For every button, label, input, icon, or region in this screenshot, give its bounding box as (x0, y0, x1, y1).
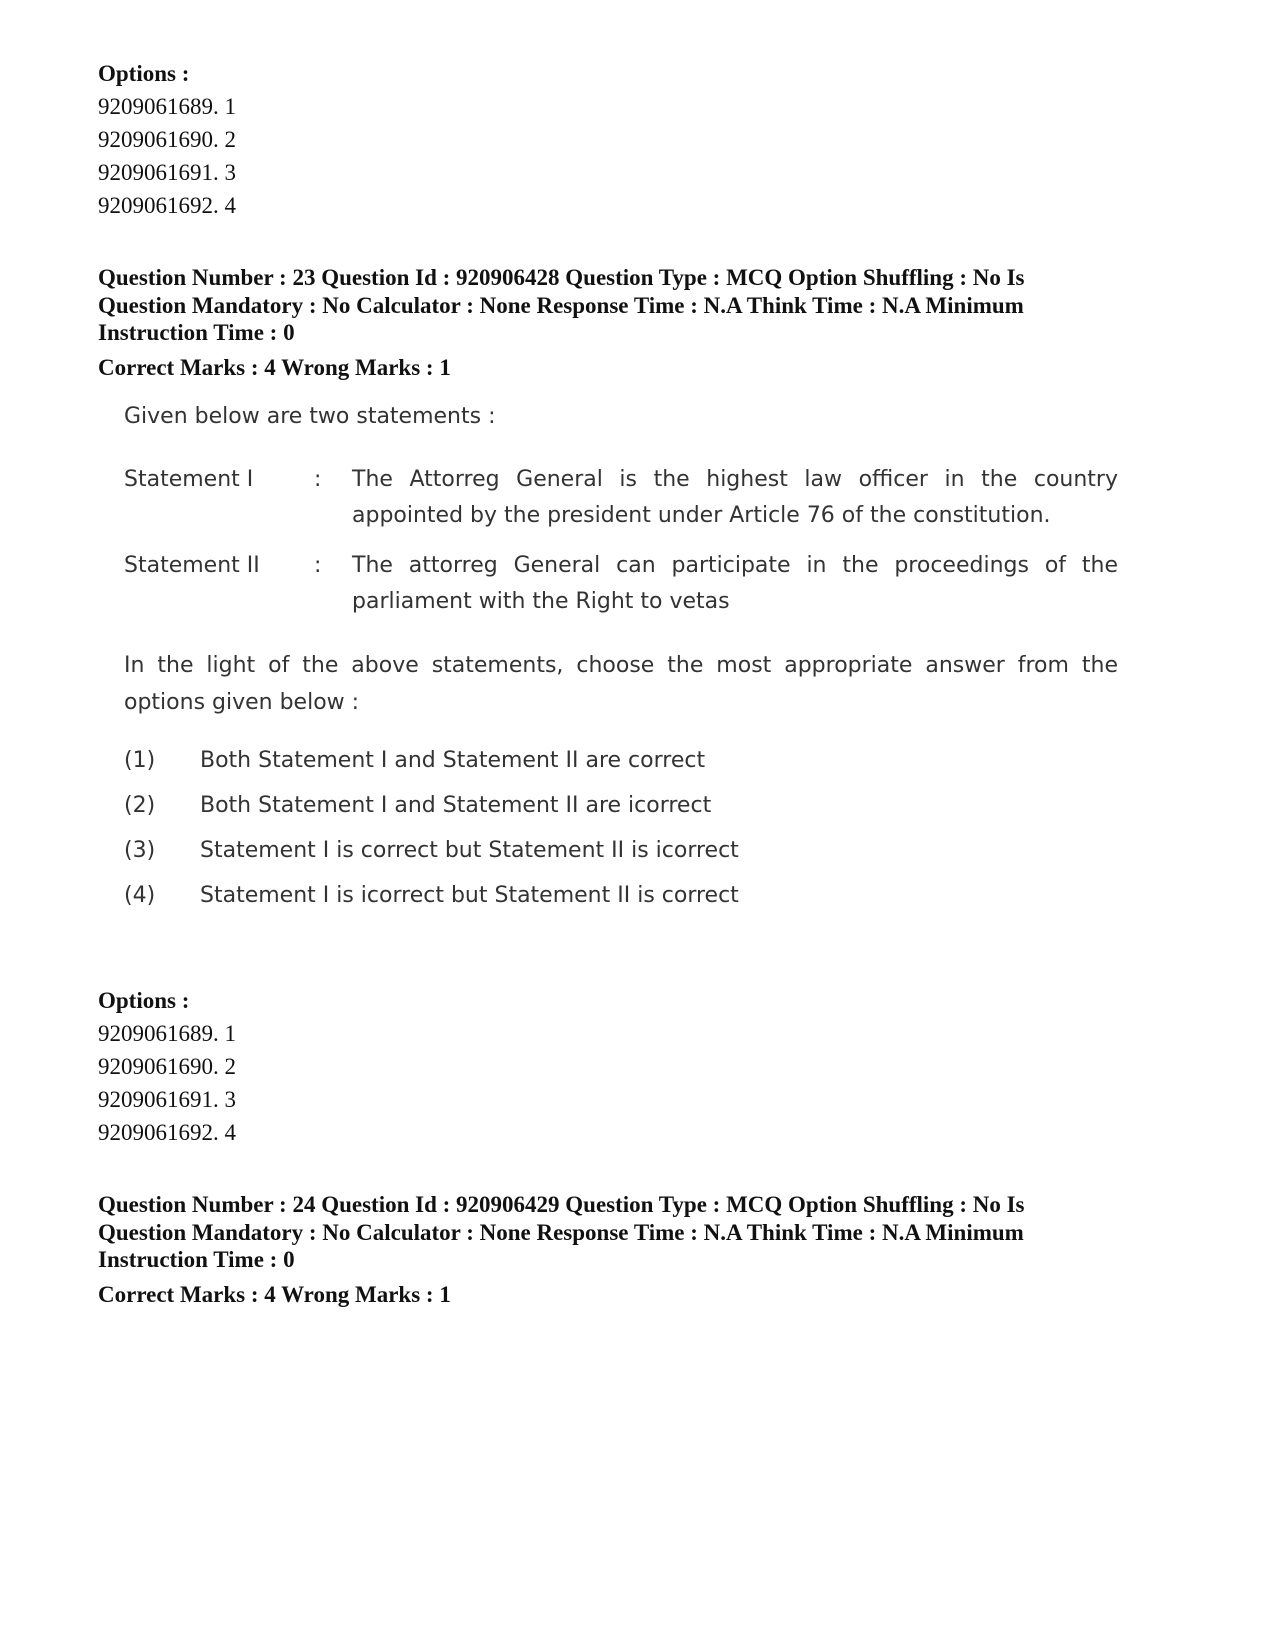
statement-1-label: Statement I (124, 467, 254, 492)
statement-2-text: The attorreg General can participate in the proceedings of the parliament with the Right to vetas (352, 553, 1118, 614)
choice-number: (4) (124, 883, 156, 908)
options-label: Options : (98, 61, 190, 86)
question-instruction: In the light of the above statements, choose the most appropriate answer from the options given below : (124, 653, 1118, 715)
statement-1 (124, 462, 1118, 542)
question-intro: Given below are two statements : (124, 404, 496, 429)
choice-text: Statement I is correct but Statement II is icorrect (200, 838, 739, 863)
question-marks: Correct Marks : 4 Wrong Marks : 1 (98, 354, 451, 380)
statement-2-colon: : (314, 553, 322, 578)
choice-number: (1) (124, 748, 156, 773)
choice-text: Both Statement I and Statement II are icorrect (200, 793, 712, 818)
question-24-header (98, 1191, 1108, 1310)
statement-1-text: The Attorreg General is the highest law officer in the country appointed by the president under Article 76 of the constitution. (352, 467, 1118, 528)
top-options-block (98, 57, 1108, 222)
option-line: 9209061689. 1 (98, 94, 236, 119)
choice-number: (2) (124, 793, 156, 818)
option-line: 9209061689. 1 (98, 1021, 236, 1046)
option-line: 9209061692. 4 (98, 1120, 236, 1145)
statement-2-label: Statement II (124, 553, 260, 578)
option-line: 9209061690. 2 (98, 127, 236, 152)
question-23-header (98, 264, 1108, 383)
question-meta: Question Number : 24 Question Id : 920906429 Question Type : MCQ Option Shuffling : No Is Question Mandatory : No Calculator : None Response Time : N.A Think Time : N.A Minimum Instruction Time : 0 (98, 1192, 1025, 1272)
option-line: 9209061691. 3 (98, 1087, 236, 1112)
question-marks: Correct Marks : 4 Wrong Marks : 1 (98, 1281, 451, 1307)
choice-number: (3) (124, 838, 156, 863)
option-line: 9209061691. 3 (98, 160, 236, 185)
option-line: 9209061692. 4 (98, 193, 236, 218)
question-23-body (124, 402, 1118, 942)
choice-text: Statement I is icorrect but Statement II is correct (200, 883, 739, 908)
statement-2 (124, 548, 1118, 628)
choice-text: Both Statement I and Statement II are correct (200, 748, 706, 773)
question-meta: Question Number : 23 Question Id : 920906428 Question Type : MCQ Option Shuffling : No Is Question Mandatory : No Calculator : None Response Time : N.A Think Time : N.A Minimum Instruction Time : 0 (98, 265, 1025, 345)
question-23-options (98, 984, 1108, 1149)
statement-1-colon: : (314, 467, 322, 492)
options-label: Options : (98, 988, 190, 1013)
option-line: 9209061690. 2 (98, 1054, 236, 1079)
